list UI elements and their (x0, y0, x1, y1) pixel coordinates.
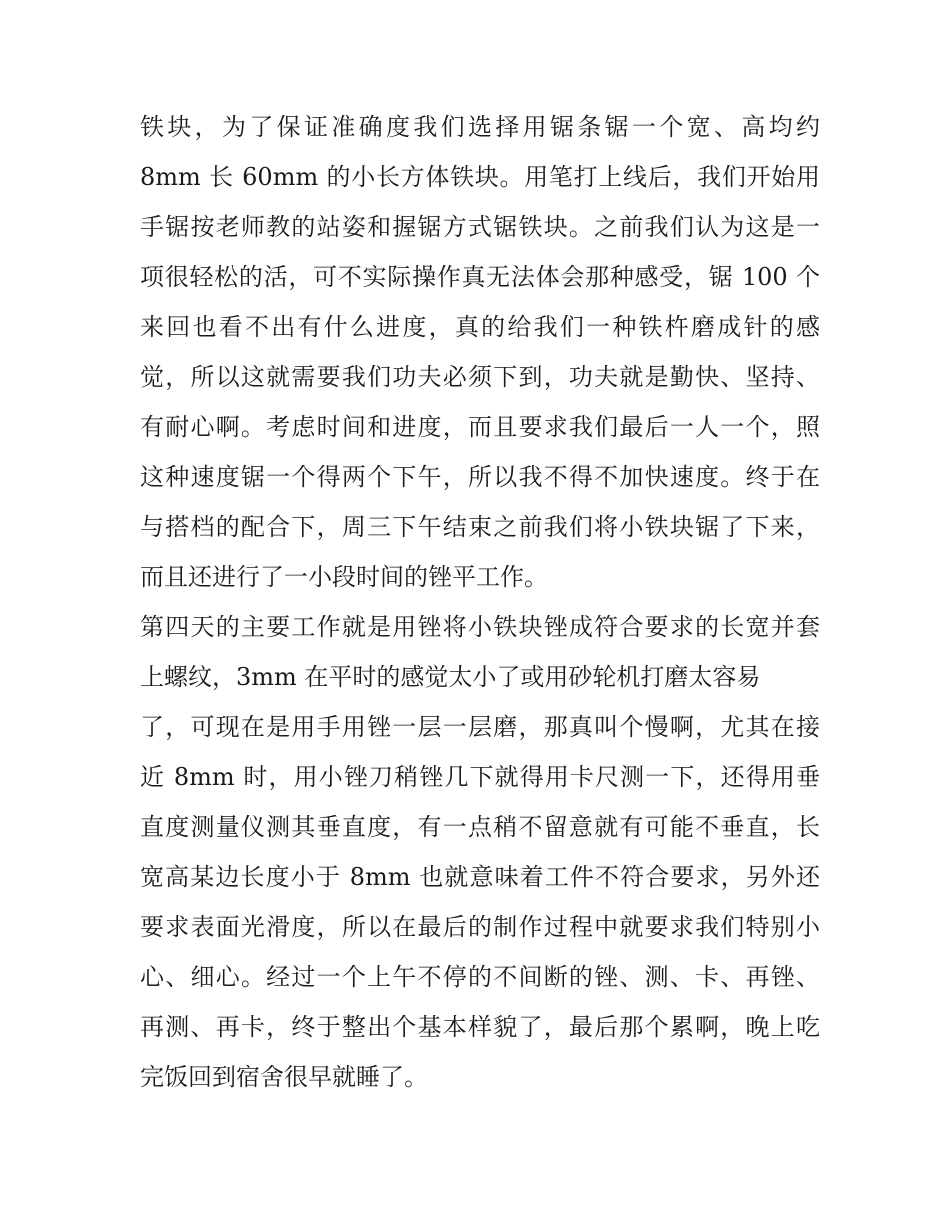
text-line: 上螺纹，3mm 在平时的感觉太小了或用砂轮机打磨太容易 (140, 663, 761, 691)
text-line: 手锯按老师教的站姿和握锯方式锯铁块。之前我们认为这是一 (140, 213, 820, 241)
text-line: 近 8mm 时，用小锉刀稍锉几下就得用卡尺测一下，还得用垂 (140, 763, 820, 791)
text-line: 项很轻松的活，可不实际操作真无法体会那种感受，锯 100 个 (140, 263, 820, 291)
text-line: 8mm 长 60mm 的小长方体铁块。用笔打上线后，我们开始用 (140, 163, 820, 191)
text-line: 第四天的主要工作就是用锉将小铁块锉成符合要求的长宽并套 (140, 613, 820, 641)
text-line: 完饭回到宿舍很早就睡了。 (140, 1063, 428, 1091)
text-line: 铁块，为了保证准确度我们选择用锯条锯一个宽、高均约 (140, 113, 820, 141)
text-line: 而且还进行了一小段时间的锉平工作。 (140, 563, 548, 591)
text-line: 与搭档的配合下，周三下午结束之前我们将小铁块锯了下来， (140, 513, 820, 541)
text-line: 宽高某边长度小于 8mm 也就意味着工件不符合要求，另外还 (140, 863, 820, 891)
text-line: 再测、再卡，终于整出个基本样貌了，最后那个累啊，晚上吃 (140, 1013, 820, 1041)
text-line: 觉，所以这就需要我们功夫必须下到，功夫就是勤快、坚持、 (140, 363, 820, 391)
text-line: 这种速度锯一个得两个下午，所以我不得不加快速度。终于在 (140, 463, 820, 491)
text-line: 来回也看不出有什么进度，真的给我们一种铁杵磨成针的感 (140, 313, 820, 341)
text-line: 有耐心啊。考虑时间和进度，而且要求我们最后一人一个，照 (140, 413, 820, 441)
text-line: 了，可现在是用手用锉一层一层磨，那真叫个慢啊，尤其在接 (140, 713, 820, 741)
text-line: 直度测量仪测其垂直度，有一点稍不留意就有可能不垂直，长 (140, 813, 820, 841)
text-line: 要求表面光滑度，所以在最后的制作过程中就要求我们特别小 (140, 913, 820, 941)
text-line: 心、细心。经过一个上午不停的不间断的锉、测、卡、再锉、 (140, 963, 820, 991)
